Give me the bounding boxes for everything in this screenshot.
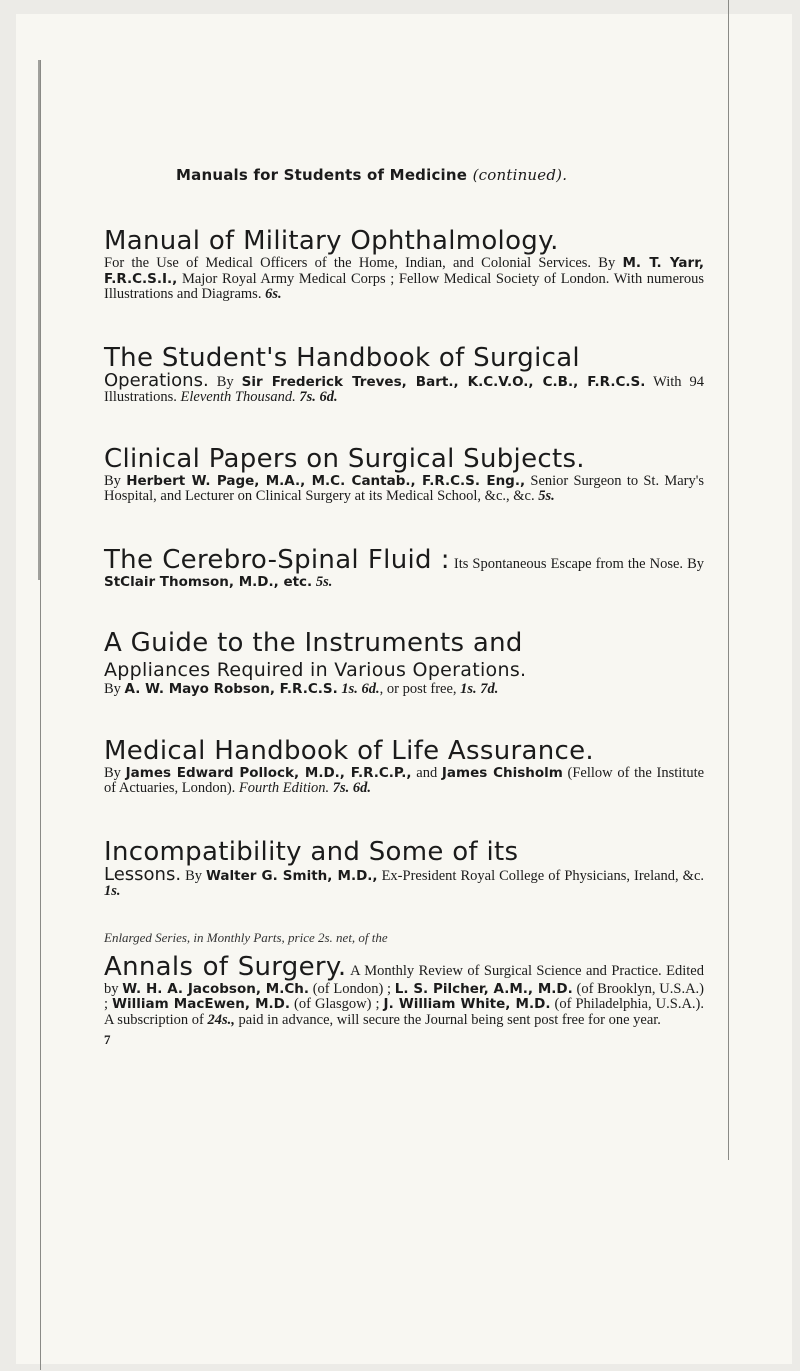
- entry-title-continued: Appliances Required in Various Operations.: [104, 659, 527, 681]
- entry-description: For the Use of Medical Officers of the Home, Indian, and Colonial Services. By M. T. Yarr, F.R.C.S.I., Major Royal Army Medical Corps ; Fellow Medical Society of London. With numerous Illustrations and Diagrams. 6s.: [104, 255, 705, 302]
- entry-title: Incompatibility and Some of its: [104, 836, 519, 867]
- entry-cerebro-spinal-fluid: [104, 545, 704, 591]
- entry-title: Clinical Papers on Surgical Subjects.: [104, 443, 585, 474]
- entry-life-assurance: [104, 736, 704, 797]
- entry-instruments-guide: [104, 628, 704, 698]
- running-head: Manuals for Students of Medicine (continued).: [176, 166, 568, 184]
- entry-description: Operations. By Sir Frederick Treves, Bart., K.C.V.O., C.B., F.R.C.S. With 94 Illustrations. Eleventh Thousand. 7s. 6d.: [104, 369, 705, 405]
- entry-title: The Student's Handbook of Surgical: [104, 342, 580, 373]
- entry-description: Annals of Surgery. A Monthly Review of Surgical Science and Practice. Edited by W. H. A. Jacobson, M.Ch. (of London) ; L. S. Pilcher, A.M., M.D. (of Brooklyn, U.S.A.) ; William MacEwen, M.D. (of Glasgow) ; J. William White, M.D. (of Philadelphia, U.S.A.). A subscription of 24s., paid in advance, will secure the Journal being sent post free for one year.: [104, 951, 704, 1028]
- entry-surgical-operations: [104, 343, 704, 406]
- entry-description: The Cerebro-Spinal Fluid : Its Spontaneous Escape from the Nose. By StClair Thomson, M.D., etc. 5s.: [104, 544, 704, 590]
- entry-description: By A. W. Mayo Robson, F.R.C.S. 1s. 6d., or post free, 1s. 7d.: [104, 681, 499, 697]
- page-number: 7: [104, 1032, 111, 1047]
- left-margin-rule: [40, 60, 41, 1370]
- entry-description: Lessons. By Walter G. Smith, M.D., Ex-President Royal College of Physicians, Ireland, &c. 1s.: [104, 863, 705, 899]
- entry-military-ophthalmology: [104, 226, 704, 303]
- entry-annals-of-surgery: [104, 930, 704, 1029]
- entry-title: The Cerebro-Spinal Fluid :: [104, 544, 450, 575]
- entry-clinical-papers: [104, 444, 704, 505]
- right-margin-rule: [728, 0, 729, 1160]
- catalogue-page: [104, 166, 704, 1048]
- entry-title: A Guide to the Instruments and: [104, 628, 523, 658]
- entry-description: By Herbert W. Page, M.A., M.C. Cantab., F.R.C.S. Eng., Senior Surgeon to St. Mary's Hospital, and Lecturer on Clinical Surgery at its Medical School, &c., &c. 5s.: [104, 472, 705, 504]
- entry-title: Annals of Surgery.: [104, 951, 347, 982]
- entry-description: By James Edward Pollock, M.D., F.R.C.P., and James Chisholm (Fellow of the Institute of Actuaries, London). Fourth Edition. 7s. 6d.: [104, 764, 705, 796]
- entry-incompatibility: [104, 837, 704, 900]
- entry-title: Medical Handbook of Life Assurance.: [104, 735, 594, 766]
- entry-title: Manual of Military Ophthalmology.: [104, 226, 559, 256]
- series-note: Enlarged Series, in Monthly Parts, price 2s. net, of the: [104, 929, 388, 945]
